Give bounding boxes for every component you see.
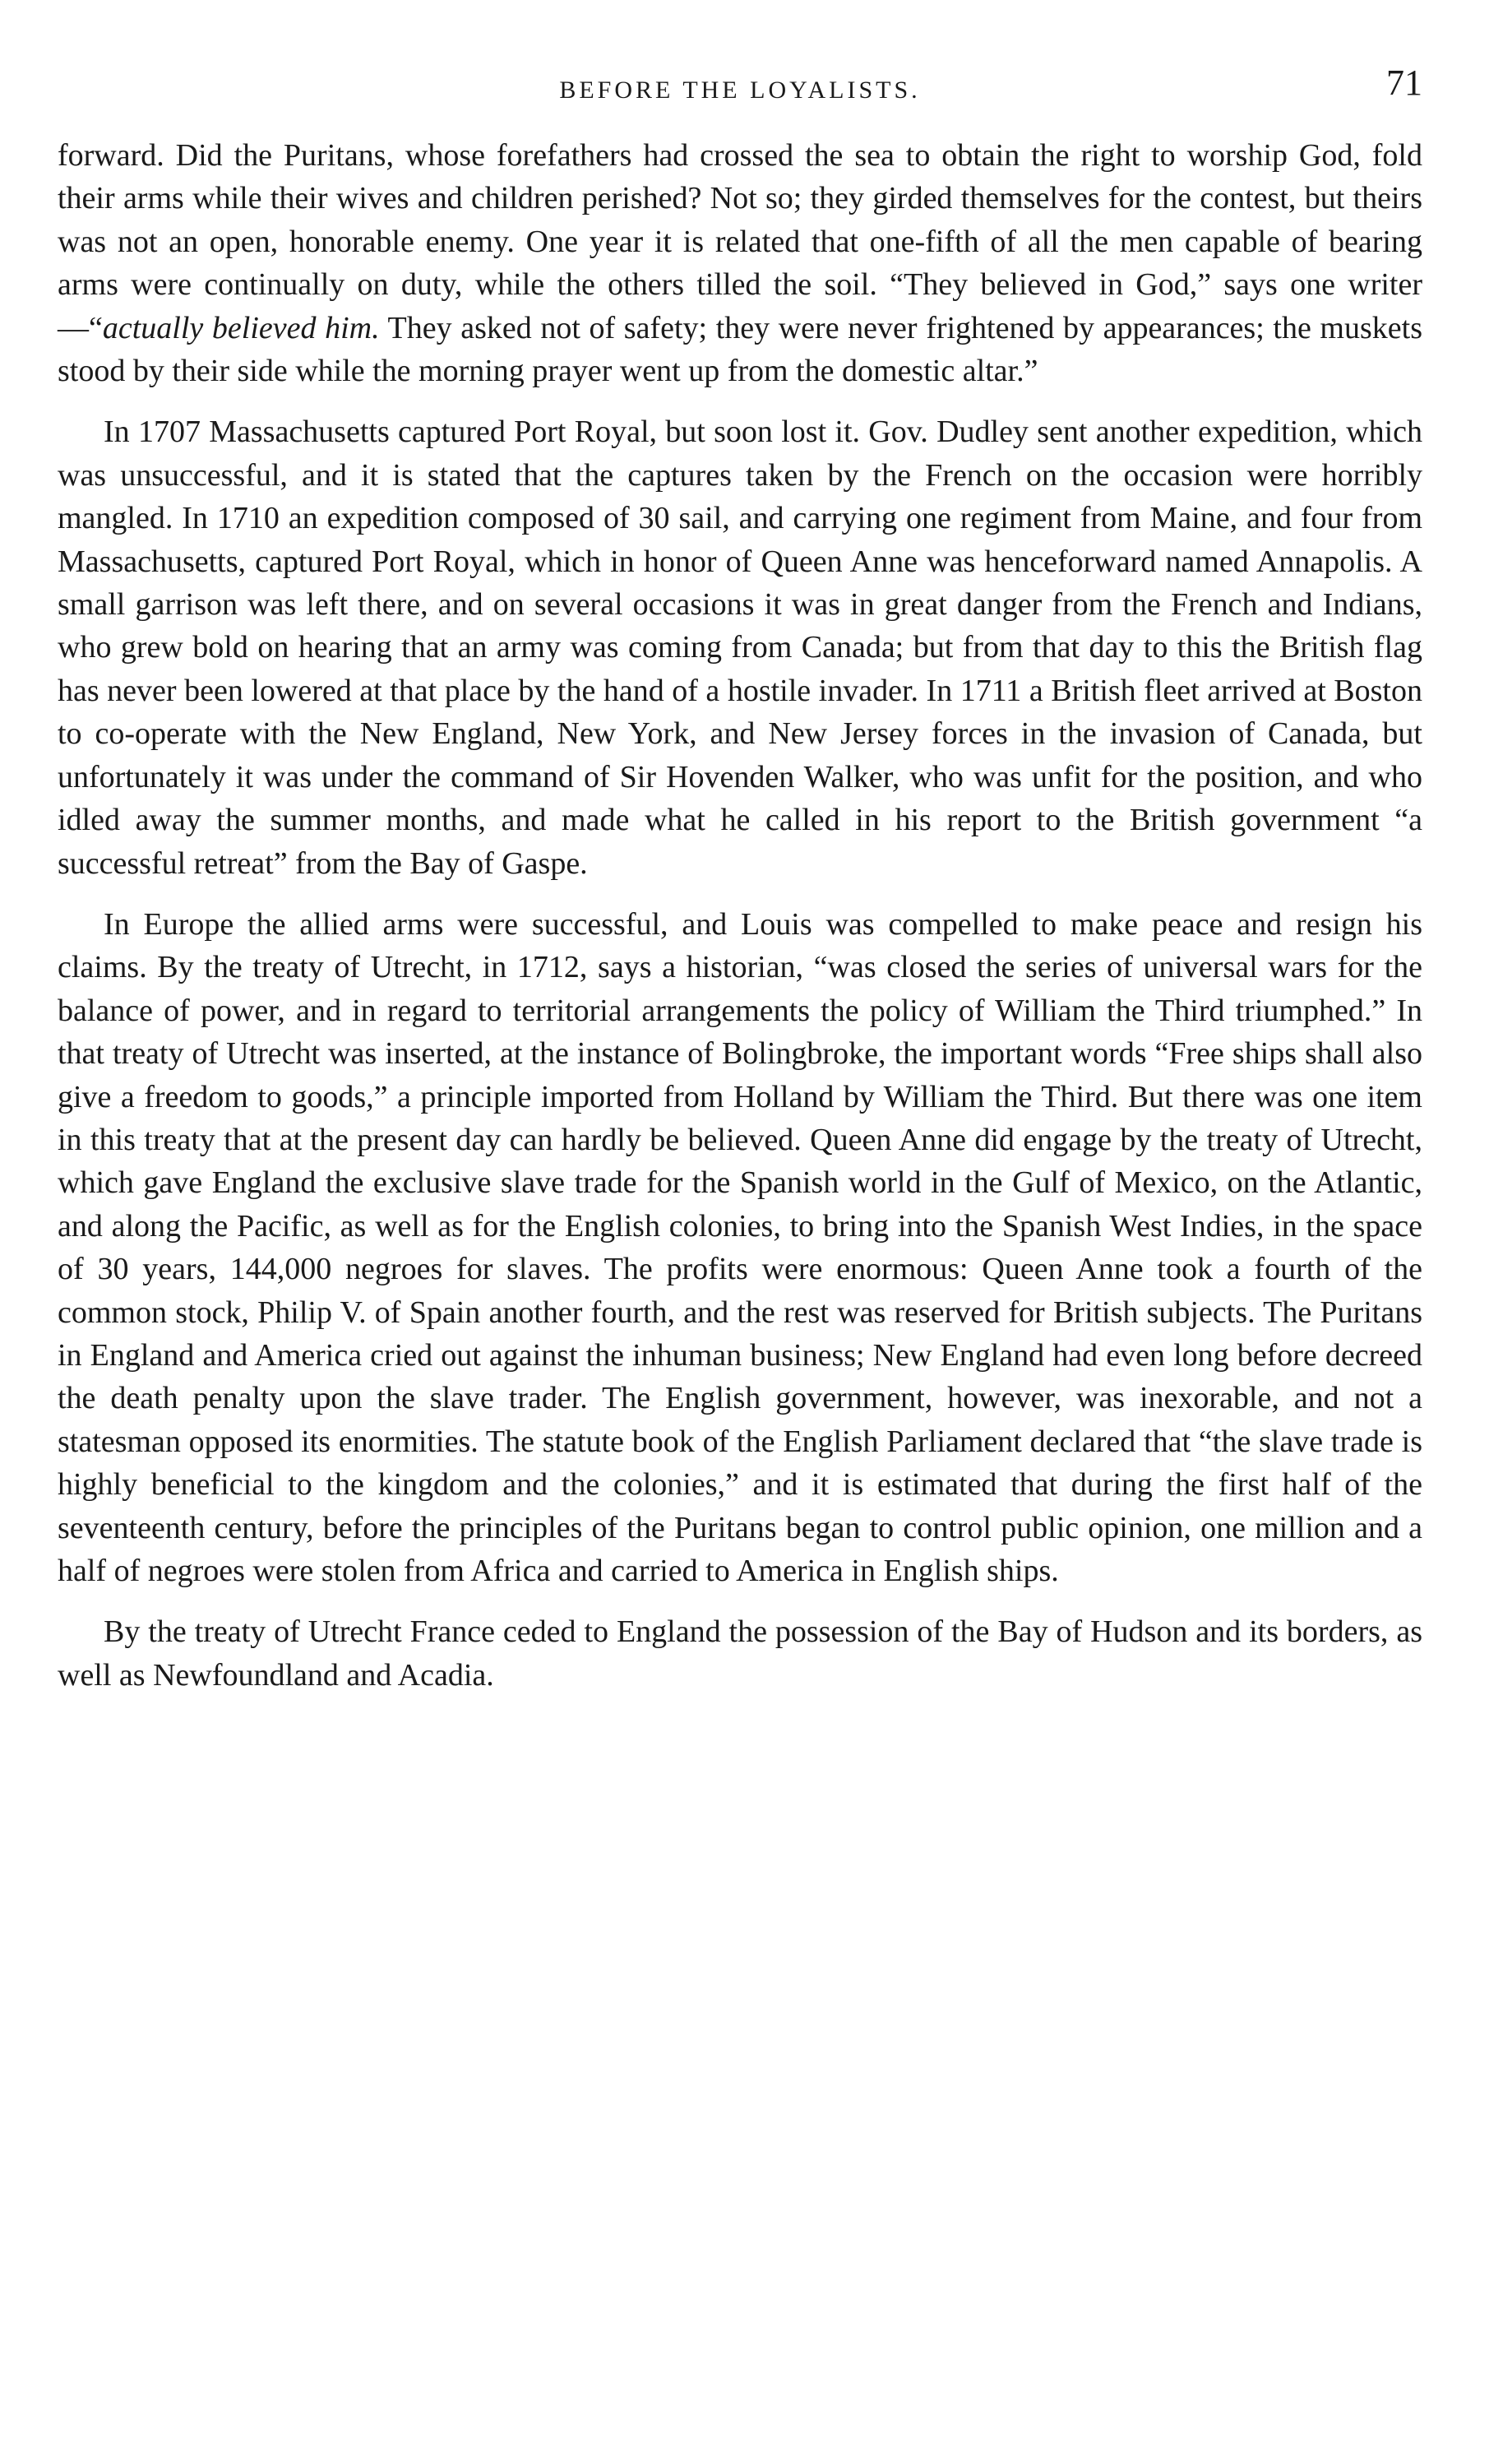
running-head: BEFORE THE LOYALISTS. [559,76,921,104]
page-header [58,62,1422,119]
paragraph-1-text-end: They asked not of safety; they were never frightened by appearances; the muskets stood by their side while the morning prayer went up from the domestic altar.” [58,310,1422,389]
paragraph-2: In 1707 Massachusetts captured Port Royal, but soon lost it. Gov. Dudley sent another expedition, which was unsuccessful, and it is stated that the captures taken by the French on the occasion were horribly mangled. In 1710 an expedition composed of 30 sail, and carrying one regiment from Maine, and four from Massachusetts, captured Port Royal, which in honor of Queen Anne was henceforward named Annapolis. A small garrison was left there, and on several occasions it was in great danger from the French and Indians, who grew bold on hearing that an army was coming from Canada; but from that day to this the British flag has never been lowered at that place by the hand of a hostile invader. In 1711 a British fleet arrived at Boston to co-operate with the New England, New York, and New Jersey forces in the invasion of Canada, but unfortunately it was under the command of Sir Hovenden Walker, who was unfit for the position, and who idled away the summer months, and made what he called in his report to the British government “a successful retreat” from the Bay of Gaspe. [58,415,1422,881]
paragraph-1 [58,134,1422,392]
page-number: 71 [1386,63,1422,103]
body-text [58,134,1422,1697]
paragraph-1-italic-quote: actually believed him. [102,310,380,345]
paragraph-1-text: forward. Did the Puritans, whose forefathers had crossed the sea to obtain the right to worship God, fold their arms while their wives and children perished? Not so; they girded themselves for the contest, but theirs was not an open, honorable enemy. One year it is related that one-fifth of all the men capable of bearing arms were continually on duty, while the others tilled the soil. “They believed in God,” says one writer—“ [58,138,1422,345]
paragraph-3: In Europe the allied arms were successful, and Louis was compelled to make peace and resign his claims. By the treaty of Utrecht, in 1712, says a historian, “was closed the series of universal wars for the balance of power, and in regard to territorial arrangements the policy of William the Third triumphed.” In that treaty of Utrecht was inserted, at the instance of Bolingbroke, the important words “Free ships shall also give a freedom to goods,” a principle imported from Holland by William the Third. But there was one item in this treaty that at the present day can hardly be believed. Queen Anne did engage by the treaty of Utrecht, which gave England the exclusive slave trade for the Spanish world in the Gulf of Mexico, on the Atlantic, and along the Pacific, as well as for the English colonies, to bring into the Spanish West Indies, in the space of 30 years, 144,000 negroes for slaves. The profits were enormous: Queen Anne took a fourth of the common stock, Philip V. of Spain another fourth, and the rest was reserved for British subjects. The Puritans in England and America cried out against the inhuman business; New England had even long before decreed the death penalty upon the slave trader. The English government, however, was inexorable, and not a statesman opposed its enormities. The statute book of the English Parliament declared that “the slave trade is highly beneficial to the kingdom and the colonies,” and it is estimated that during the first half of the seventeenth century, before the principles of the Puritans began to control public opinion, one million and a half of negroes were stolen from Africa and carried to America in English ships. [58,906,1422,1588]
page [58,62,1422,1715]
paragraph-4: By the treaty of Utrecht France ceded to England the possession of the Bay of Hudson and its borders, as well as Newfoundland and Acadia. [58,1614,1422,1693]
